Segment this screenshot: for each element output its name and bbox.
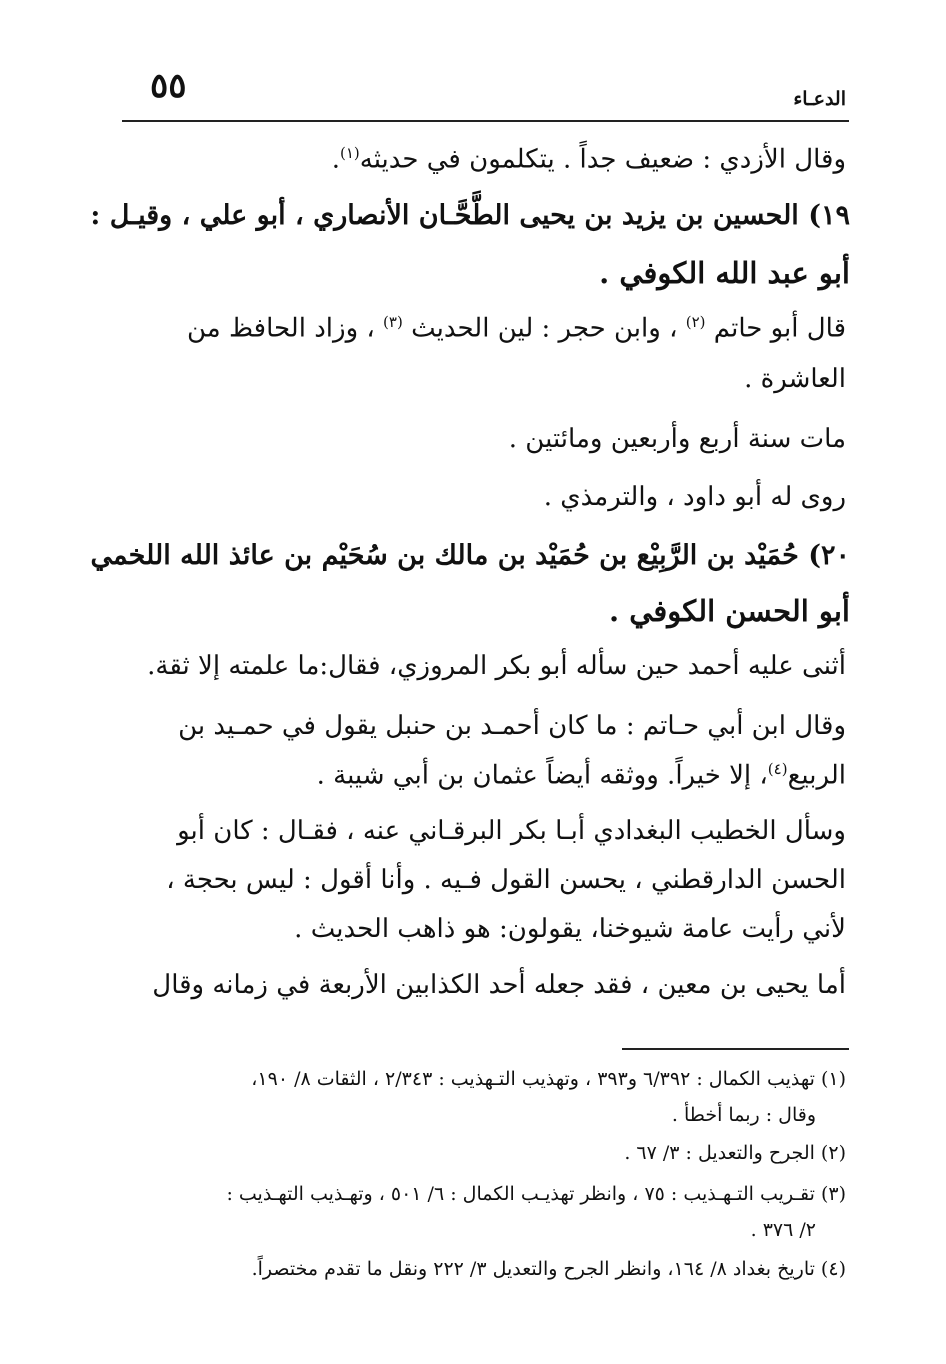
entry-heading: أبو الحسن الكوفي . [609, 594, 850, 628]
footnote: (٣) تقـريب التـهـذيب : ٧٥ ، وانظر تهذيـب الكمال : ٦/ ٥٠١ ، وتهـذيب التهـذيب : [226, 1183, 846, 1205]
text-line: أما يحيى بن معين ، فقد جعله أحد الكذابين الأربعة في زمانه وقال [152, 970, 846, 1000]
text-span: ، إلا خيراً. ووثقه أيضاً عثمان بن أبي شيبة . [316, 760, 768, 791]
text-line: وقال ابن أبي حـاتم : ما كان أحمـد بن حنبل يقول في حمـيد بن [178, 711, 846, 741]
footnote: (٢) الجرح والتعديل : ٣/ ٦٧ . [624, 1142, 846, 1164]
footnote-ref: (٢) [685, 313, 706, 331]
running-head: الدعـاء [793, 88, 846, 110]
entry-heading: أبو عبد الله الكوفي . [599, 256, 850, 290]
footnote-continuation: ٢/ ٣٧٦ . [750, 1219, 816, 1241]
header-rule [122, 120, 849, 122]
footnote-rule [622, 1048, 849, 1050]
text-line: وسأل الخطيب البغدادي أبـا بكر البرقـاني عنه ، فقـال : كان أبو [177, 816, 846, 846]
text-line [187, 313, 846, 344]
text-line: أثنى عليه أحمد حين سأله أبو بكر المروزي، فقال:ما علمته إلا ثقة. [147, 651, 846, 681]
text-line: العاشرة . [744, 364, 846, 394]
text-span: الربيع [787, 760, 846, 791]
text-line: الحسن الدارقطني ، يحسن القول فـيه . وأنا أقول : ليس بحجة ، [166, 865, 846, 895]
footnote: (١) تهذيب الكمال : ٦/٣٩٢ و٣٩٣ ، وتهذيب التـهذيب : ٢/٣٤٣ ، الثقات ٨/ ١٩٠، [251, 1068, 846, 1090]
entry-heading: ١٩) الحسين بن يزيد بن يحيى الطَّحَّـان الأنصاري ، أبو علي ، وقيـل : [90, 200, 850, 231]
text-span: قال أبو حاتم [713, 313, 846, 344]
text-span: وقال الأزدي : ضعيف جداً . يتكلمون في حديثه [359, 144, 846, 175]
text-line: لأني رأيت عامة شيوخنا، يقولون: هو ذاهب الحديث . [294, 914, 846, 944]
footnote-ref: (١) [339, 144, 360, 162]
footnote-ref: (٣) [383, 313, 403, 331]
page-number: ٥٥ [150, 66, 187, 106]
entry-heading: ٢٠) حُمَيْد بن الرَّبِيْع بن حُمَيْد بن مالك بن سُحَيْم بن عائذ الله اللخمي [90, 540, 850, 571]
text-span: ، وابن حجر : لين الحديث [411, 313, 678, 344]
footnote-ref: (٤) [767, 760, 788, 778]
text-line: مات سنة أربع وأربعين ومائتين . [508, 424, 846, 454]
text-line: روى له أبو داود ، والترمذي . [543, 482, 846, 512]
footnote: (٤) تاريخ بغداد ٨/ ١٦٤، وانظر الجرح والتعديل ٣/ ٢٢٢ ونقل ما تقدم مختصراً. [251, 1258, 846, 1280]
footnote-continuation: وقال : ربما أخطأ . [671, 1104, 816, 1126]
text-span: ، وزاد الحافظ من [187, 313, 375, 344]
text-line [317, 760, 846, 791]
text-line: وقال الأزدي : ضعيف جداً . يتكلمون في حديثه$^{(١)}$. [331, 144, 846, 175]
